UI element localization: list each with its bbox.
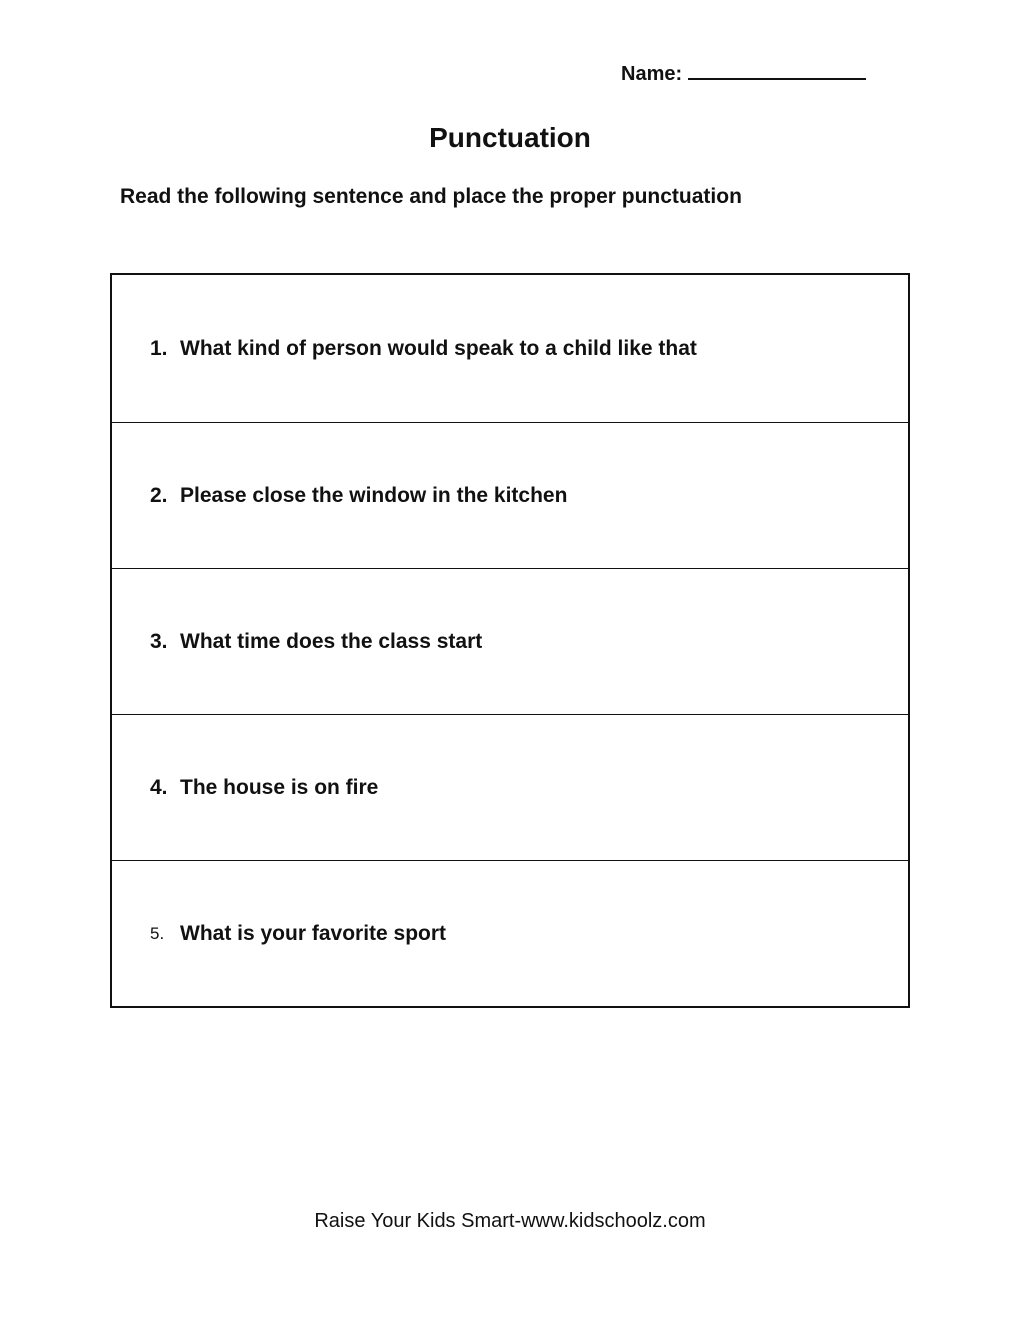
question-text: What kind of person would speak to a child like that — [180, 336, 697, 360]
question-text: What is your favorite sport — [180, 921, 447, 945]
footer-credit: Raise Your Kids Smart-www.kidschoolz.com — [314, 1210, 706, 1232]
question-text: Please close the window in the kitchen — [180, 483, 568, 507]
question-text: The house is on fire — [180, 775, 379, 799]
name-label: Name: — [621, 63, 683, 85]
question-number: 1. — [150, 336, 168, 360]
question-row — [112, 860, 908, 1006]
question-row — [112, 422, 908, 568]
name-blank-line[interactable] — [688, 60, 866, 80]
question-number: 3. — [150, 629, 168, 653]
question-number: 5. — [150, 923, 165, 943]
question-row — [112, 275, 908, 422]
question-table — [110, 273, 910, 1008]
question-row — [112, 714, 908, 860]
question-number: 4. — [150, 775, 168, 799]
page-title: Punctuation — [429, 122, 591, 153]
question-text: What time does the class start — [180, 629, 483, 653]
name-field[interactable] — [621, 60, 866, 86]
question-number: 2. — [150, 483, 168, 507]
instructions-text: Read the following sentence and place the proper punctuation — [120, 185, 742, 208]
question-row — [112, 568, 908, 714]
